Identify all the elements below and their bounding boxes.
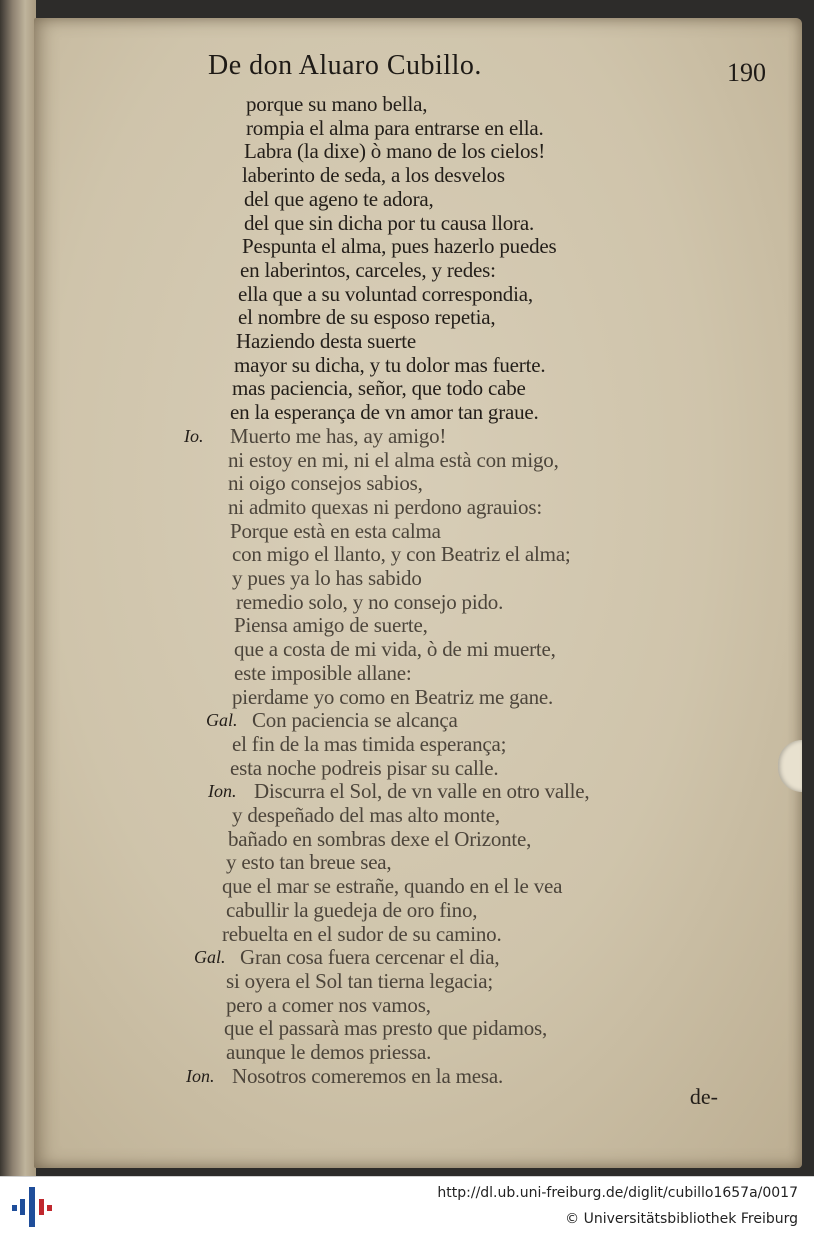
verse-line: del que ageno te adora,: [244, 187, 434, 211]
verse-line: ella que a su voluntad correspondia,: [238, 282, 533, 306]
speaker-label: Gal.: [206, 710, 238, 730]
verse-line: bañado en sombras dexe el Orizonte,: [228, 827, 532, 851]
verse-line: laberinto de seda, a los desvelos: [242, 163, 505, 187]
verse-line: el fin de la mas timida esperança;: [232, 732, 507, 756]
speaker-label: Ion.: [208, 781, 237, 801]
verse-line: en la esperança de vn amor tan graue.: [230, 400, 539, 424]
verse-line: Porque està en esta calma: [230, 519, 441, 543]
verse-line: Gran cosa fuera cercenar el dia,: [240, 945, 500, 969]
verse-line: rompia el alma para entrarse en ella.: [246, 116, 544, 140]
verse-line: Pespunta el alma, pues hazerlo puedes: [242, 234, 557, 258]
verse-line: Labra (la dixe) ò mano de los cielos!: [244, 139, 546, 163]
verse-line: ni oigo consejos sabios,: [228, 471, 423, 495]
verse-line: Piensa amigo de suerte,: [234, 613, 428, 637]
verse-line: mas paciencia, señor, que todo cabe: [232, 376, 526, 400]
verse-line: Con paciencia se alcança: [252, 708, 458, 732]
verse-line: pero a comer nos vamos,: [226, 993, 431, 1017]
verse-line: rebuelta en el sudor de su camino.: [222, 922, 502, 946]
book-binding: [0, 0, 36, 1176]
verse-line: si oyera el Sol tan tierna legacia;: [226, 969, 494, 993]
verse-line: cabullir la guedeja de oro fino,: [226, 898, 478, 922]
verse-line: y despeñado del mas alto monte,: [232, 803, 500, 827]
speaker-label: Ion.: [186, 1066, 215, 1086]
page-header: De don Aluaro Cubillo.: [208, 50, 482, 81]
verse-line: porque su mano bella,: [246, 92, 428, 116]
verse-line: este imposible allane:: [234, 661, 412, 685]
copyright-notice: © Universitätsbibliothek Freiburg: [565, 1211, 798, 1227]
verse-line: Discurra el Sol, de vn valle en otro valle,: [254, 779, 590, 803]
verse-line: pierdame yo como en Beatriz me gane.: [232, 685, 554, 709]
verse-line: remedio solo, y no consejo pido.: [236, 590, 504, 614]
verse-line: que el passarà mas presto que pidamos,: [224, 1016, 548, 1040]
verse-line: con migo el llanto, y con Beatriz el alma;: [232, 542, 571, 566]
ub-freiburg-logo-icon[interactable]: [12, 1185, 52, 1229]
verse-line: aunque le demos priessa.: [226, 1040, 432, 1064]
verse-line: Muerto me has, ay amigo!: [230, 424, 447, 448]
viewer-footer: [0, 1176, 814, 1236]
verse-line: ni admito quexas ni perdono agrauios:: [228, 495, 542, 519]
document-url-link[interactable]: http://dl.ub.uni-freiburg.de/diglit/cubillo1657a/0017: [437, 1185, 798, 1201]
verse-line: Haziendo desta suerte: [236, 329, 417, 353]
verse-line: ni estoy en mi, ni el alma està con migo,: [228, 448, 559, 472]
catchword: de-: [689, 1084, 718, 1109]
verse-line: y esto tan breue sea,: [226, 850, 392, 874]
page-number: 190: [727, 58, 766, 87]
speaker-label: Gal.: [194, 947, 226, 967]
speaker-label: Io.: [184, 426, 204, 446]
verse-line: que el mar se estrañe, quando en el le vea: [222, 874, 563, 898]
verse-line: y pues ya lo has sabido: [232, 566, 422, 590]
page-tab: [778, 740, 802, 792]
verse-line: el nombre de su esposo repetia,: [238, 305, 496, 329]
verse-line: que a costa de mi vida, ò de mi muerte,: [234, 637, 556, 661]
verse-line: Nosotros comeremos en la mesa.: [232, 1064, 504, 1088]
verse-line: esta noche podreis pisar su calle.: [230, 756, 499, 780]
verse-line: en laberintos, carceles, y redes:: [240, 258, 496, 282]
verse-line: mayor su dicha, y tu dolor mas fuerte.: [234, 353, 546, 377]
verse-line: del que sin dicha por tu causa llora.: [244, 211, 535, 235]
